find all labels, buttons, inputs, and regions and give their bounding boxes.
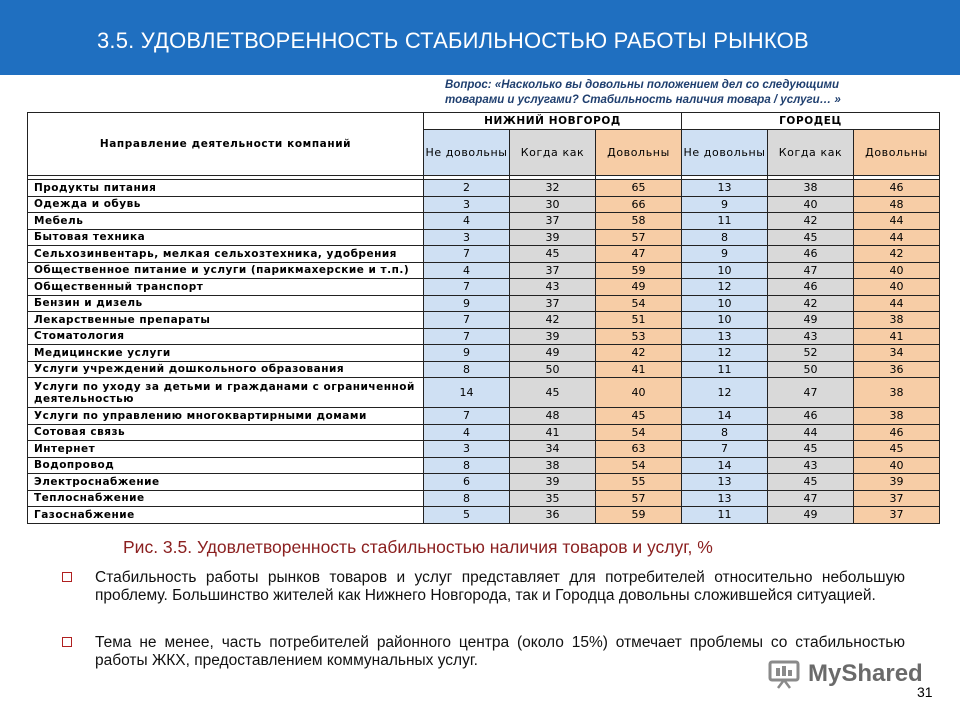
value-cell: 54 bbox=[596, 424, 682, 441]
value-cell: 45 bbox=[510, 246, 596, 263]
slide-header bbox=[0, 0, 960, 75]
value-cell: 38 bbox=[854, 312, 940, 329]
table-row bbox=[28, 295, 940, 312]
value-cell: 39 bbox=[510, 229, 596, 246]
value-cell: 37 bbox=[510, 213, 596, 230]
value-cell: 45 bbox=[768, 474, 854, 491]
value-cell: 11 bbox=[682, 361, 768, 378]
value-cell: 58 bbox=[596, 213, 682, 230]
value-cell: 46 bbox=[854, 180, 940, 197]
survey-question bbox=[445, 78, 950, 108]
value-cell: 65 bbox=[596, 180, 682, 197]
survey-question-line-1: Вопрос: «Насколько вы довольны положением дел со следующими bbox=[445, 79, 840, 91]
value-cell: 44 bbox=[854, 213, 940, 230]
value-cell: 38 bbox=[768, 180, 854, 197]
row-label: Продукты питания bbox=[28, 180, 424, 197]
value-cell: 11 bbox=[682, 507, 768, 524]
value-cell: 63 bbox=[596, 441, 682, 458]
row-label: Общественный транспорт bbox=[28, 279, 424, 296]
bullet-text: Тема не менее, часть потребителей районного центра (около 15%) отмечает проблемы со стабильностью работы ЖКХ, предоставлением коммунальных услуг. bbox=[95, 634, 905, 669]
table-row bbox=[28, 196, 940, 213]
value-cell: 7 bbox=[424, 328, 510, 345]
value-cell: 50 bbox=[768, 361, 854, 378]
satisfaction-table bbox=[27, 112, 940, 524]
bullet-item bbox=[60, 569, 905, 605]
value-cell: 43 bbox=[768, 328, 854, 345]
myshared-logo bbox=[768, 656, 928, 692]
value-cell: 37 bbox=[854, 490, 940, 507]
value-cell: 40 bbox=[768, 196, 854, 213]
value-cell: 46 bbox=[768, 279, 854, 296]
table-row bbox=[28, 246, 940, 263]
value-cell: 45 bbox=[596, 408, 682, 425]
value-cell: 36 bbox=[854, 361, 940, 378]
presentation-icon bbox=[768, 658, 800, 690]
value-cell: 39 bbox=[510, 474, 596, 491]
value-cell: 49 bbox=[510, 345, 596, 362]
value-cell: 7 bbox=[682, 441, 768, 458]
value-cell: 44 bbox=[768, 424, 854, 441]
row-label: Сельхозинвентарь, мелкая сельхозтехника, удобрения bbox=[28, 246, 424, 263]
value-cell: 45 bbox=[854, 441, 940, 458]
table-row bbox=[28, 312, 940, 329]
value-cell: 45 bbox=[768, 229, 854, 246]
value-cell: 6 bbox=[424, 474, 510, 491]
value-cell: 41 bbox=[510, 424, 596, 441]
value-cell: 45 bbox=[768, 441, 854, 458]
value-cell: 37 bbox=[854, 507, 940, 524]
value-cell: 40 bbox=[854, 457, 940, 474]
value-cell: 38 bbox=[510, 457, 596, 474]
value-cell: 50 bbox=[510, 361, 596, 378]
table-row bbox=[28, 345, 940, 362]
value-cell: 57 bbox=[596, 229, 682, 246]
value-cell: 47 bbox=[768, 378, 854, 408]
value-cell: 47 bbox=[768, 262, 854, 279]
value-cell: 43 bbox=[510, 279, 596, 296]
value-cell: 36 bbox=[510, 507, 596, 524]
value-cell: 59 bbox=[596, 507, 682, 524]
table-body bbox=[28, 176, 940, 524]
figure-caption: Рис. 3.5. Удовлетворенность стабильностью наличия товаров и услуг, % bbox=[123, 537, 713, 557]
value-cell: 3 bbox=[424, 229, 510, 246]
table-row bbox=[28, 229, 940, 246]
value-cell: 34 bbox=[510, 441, 596, 458]
survey-question-line-2: товарами и услугами? Стабильность наличия товара / услуги… » bbox=[445, 94, 841, 106]
value-cell: 40 bbox=[854, 262, 940, 279]
col-header-satisfied: Довольны bbox=[854, 130, 940, 176]
row-label: Мебель bbox=[28, 213, 424, 230]
row-label: Стоматология bbox=[28, 328, 424, 345]
row-label: Общественное питание и услуги (парикмахерские и т.п.) bbox=[28, 262, 424, 279]
value-cell: 47 bbox=[596, 246, 682, 263]
table-row bbox=[28, 213, 940, 230]
row-label: Электроснабжение bbox=[28, 474, 424, 491]
row-label: Бытовая техника bbox=[28, 229, 424, 246]
value-cell: 9 bbox=[424, 295, 510, 312]
row-label: Водопровод bbox=[28, 457, 424, 474]
value-cell: 3 bbox=[424, 196, 510, 213]
value-cell: 37 bbox=[510, 262, 596, 279]
table-row bbox=[28, 474, 940, 491]
col-header-sometimes: Когда как bbox=[768, 130, 854, 176]
value-cell: 13 bbox=[682, 180, 768, 197]
value-cell: 42 bbox=[510, 312, 596, 329]
col-header-satisfied: Довольны bbox=[596, 130, 682, 176]
value-cell: 57 bbox=[596, 490, 682, 507]
value-cell: 8 bbox=[424, 361, 510, 378]
value-cell: 30 bbox=[510, 196, 596, 213]
value-cell: 55 bbox=[596, 474, 682, 491]
value-cell: 59 bbox=[596, 262, 682, 279]
value-cell: 13 bbox=[682, 490, 768, 507]
col-header-unsatisfied: Не довольны bbox=[682, 130, 768, 176]
value-cell: 46 bbox=[854, 424, 940, 441]
row-label: Газоснабжение bbox=[28, 507, 424, 524]
value-cell: 9 bbox=[682, 246, 768, 263]
value-cell: 14 bbox=[682, 408, 768, 425]
value-cell: 41 bbox=[596, 361, 682, 378]
value-cell: 35 bbox=[510, 490, 596, 507]
value-cell: 11 bbox=[682, 213, 768, 230]
value-cell: 13 bbox=[682, 328, 768, 345]
row-label: Услуги по уходу за детьми и гражданами с ограниченной деятельностью bbox=[28, 378, 424, 408]
value-cell: 7 bbox=[424, 279, 510, 296]
value-cell: 42 bbox=[854, 246, 940, 263]
value-cell: 7 bbox=[424, 312, 510, 329]
value-cell: 42 bbox=[596, 345, 682, 362]
value-cell: 49 bbox=[768, 312, 854, 329]
value-cell: 4 bbox=[424, 424, 510, 441]
value-cell: 4 bbox=[424, 262, 510, 279]
value-cell: 8 bbox=[424, 490, 510, 507]
value-cell: 10 bbox=[682, 262, 768, 279]
logo-text: MyShared bbox=[808, 660, 923, 687]
value-cell: 7 bbox=[424, 246, 510, 263]
group-header-gorodets: ГОРОДЕЦ bbox=[682, 113, 940, 130]
col-header-unsatisfied: Не довольны bbox=[424, 130, 510, 176]
value-cell: 42 bbox=[768, 213, 854, 230]
value-cell: 40 bbox=[854, 279, 940, 296]
col-header-sometimes: Когда как bbox=[510, 130, 596, 176]
value-cell: 39 bbox=[510, 328, 596, 345]
value-cell: 40 bbox=[596, 378, 682, 408]
table-row bbox=[28, 180, 940, 197]
row-label: Услуги по управлению многоквартирными домами bbox=[28, 408, 424, 425]
value-cell: 37 bbox=[510, 295, 596, 312]
value-cell: 66 bbox=[596, 196, 682, 213]
table-row bbox=[28, 408, 940, 425]
value-cell: 10 bbox=[682, 295, 768, 312]
value-cell: 38 bbox=[854, 408, 940, 425]
value-cell: 5 bbox=[424, 507, 510, 524]
checkbox-bullet-icon bbox=[62, 572, 72, 582]
value-cell: 9 bbox=[682, 196, 768, 213]
table-row bbox=[28, 378, 940, 408]
value-cell: 47 bbox=[768, 490, 854, 507]
value-cell: 39 bbox=[854, 474, 940, 491]
value-cell: 48 bbox=[854, 196, 940, 213]
value-cell: 9 bbox=[424, 345, 510, 362]
value-cell: 46 bbox=[768, 408, 854, 425]
row-label: Сотовая связь bbox=[28, 424, 424, 441]
table-row bbox=[28, 457, 940, 474]
value-cell: 10 bbox=[682, 312, 768, 329]
value-cell: 12 bbox=[682, 378, 768, 408]
value-cell: 49 bbox=[768, 507, 854, 524]
value-cell: 54 bbox=[596, 295, 682, 312]
value-cell: 3 bbox=[424, 441, 510, 458]
table-row bbox=[28, 441, 940, 458]
value-cell: 54 bbox=[596, 457, 682, 474]
bullet-text: Стабильность работы рынков товаров и услуг представляет для потребителей относительно небольшую проблему. Большинство жителей как Нижнего Новгорода, так и Городца довольны сложившейся ситуацией. bbox=[95, 569, 905, 604]
checkbox-bullet-icon bbox=[62, 637, 72, 647]
value-cell: 14 bbox=[424, 378, 510, 408]
table-row bbox=[28, 361, 940, 378]
value-cell: 41 bbox=[854, 328, 940, 345]
value-cell: 51 bbox=[596, 312, 682, 329]
value-cell: 32 bbox=[510, 180, 596, 197]
row-label: Интернет bbox=[28, 441, 424, 458]
table-row bbox=[28, 262, 940, 279]
row-label: Бензин и дизель bbox=[28, 295, 424, 312]
row-label: Лекарственные препараты bbox=[28, 312, 424, 329]
table-row bbox=[28, 328, 940, 345]
row-label: Медицинские услуги bbox=[28, 345, 424, 362]
value-cell: 53 bbox=[596, 328, 682, 345]
value-cell: 43 bbox=[768, 457, 854, 474]
value-cell: 48 bbox=[510, 408, 596, 425]
value-cell: 12 bbox=[682, 279, 768, 296]
value-cell: 13 bbox=[682, 474, 768, 491]
value-cell: 34 bbox=[854, 345, 940, 362]
table-row bbox=[28, 490, 940, 507]
value-cell: 8 bbox=[682, 424, 768, 441]
table-row bbox=[28, 279, 940, 296]
value-cell: 2 bbox=[424, 180, 510, 197]
value-cell: 52 bbox=[768, 345, 854, 362]
value-cell: 12 bbox=[682, 345, 768, 362]
value-cell: 44 bbox=[854, 229, 940, 246]
row-header: Направление деятельности компаний bbox=[28, 113, 424, 176]
page-number: 31 bbox=[917, 684, 933, 700]
value-cell: 14 bbox=[682, 457, 768, 474]
row-label: Услуги учреждений дошкольного образования bbox=[28, 361, 424, 378]
value-cell: 46 bbox=[768, 246, 854, 263]
value-cell: 8 bbox=[682, 229, 768, 246]
value-cell: 4 bbox=[424, 213, 510, 230]
value-cell: 42 bbox=[768, 295, 854, 312]
group-header-nizhny: НИЖНИЙ НОВГОРОД bbox=[424, 113, 682, 130]
value-cell: 38 bbox=[854, 378, 940, 408]
value-cell: 49 bbox=[596, 279, 682, 296]
row-label: Теплоснабжение bbox=[28, 490, 424, 507]
value-cell: 45 bbox=[510, 378, 596, 408]
value-cell: 8 bbox=[424, 457, 510, 474]
row-label: Одежда и обувь bbox=[28, 196, 424, 213]
value-cell: 7 bbox=[424, 408, 510, 425]
value-cell: 44 bbox=[854, 295, 940, 312]
table-row bbox=[28, 507, 940, 524]
slide-title: 3.5. УДОВЛЕТВОРЕННОСТЬ СТАБИЛЬНОСТЬЮ РАБОТЫ РЫНКОВ bbox=[97, 28, 809, 53]
table-row bbox=[28, 424, 940, 441]
